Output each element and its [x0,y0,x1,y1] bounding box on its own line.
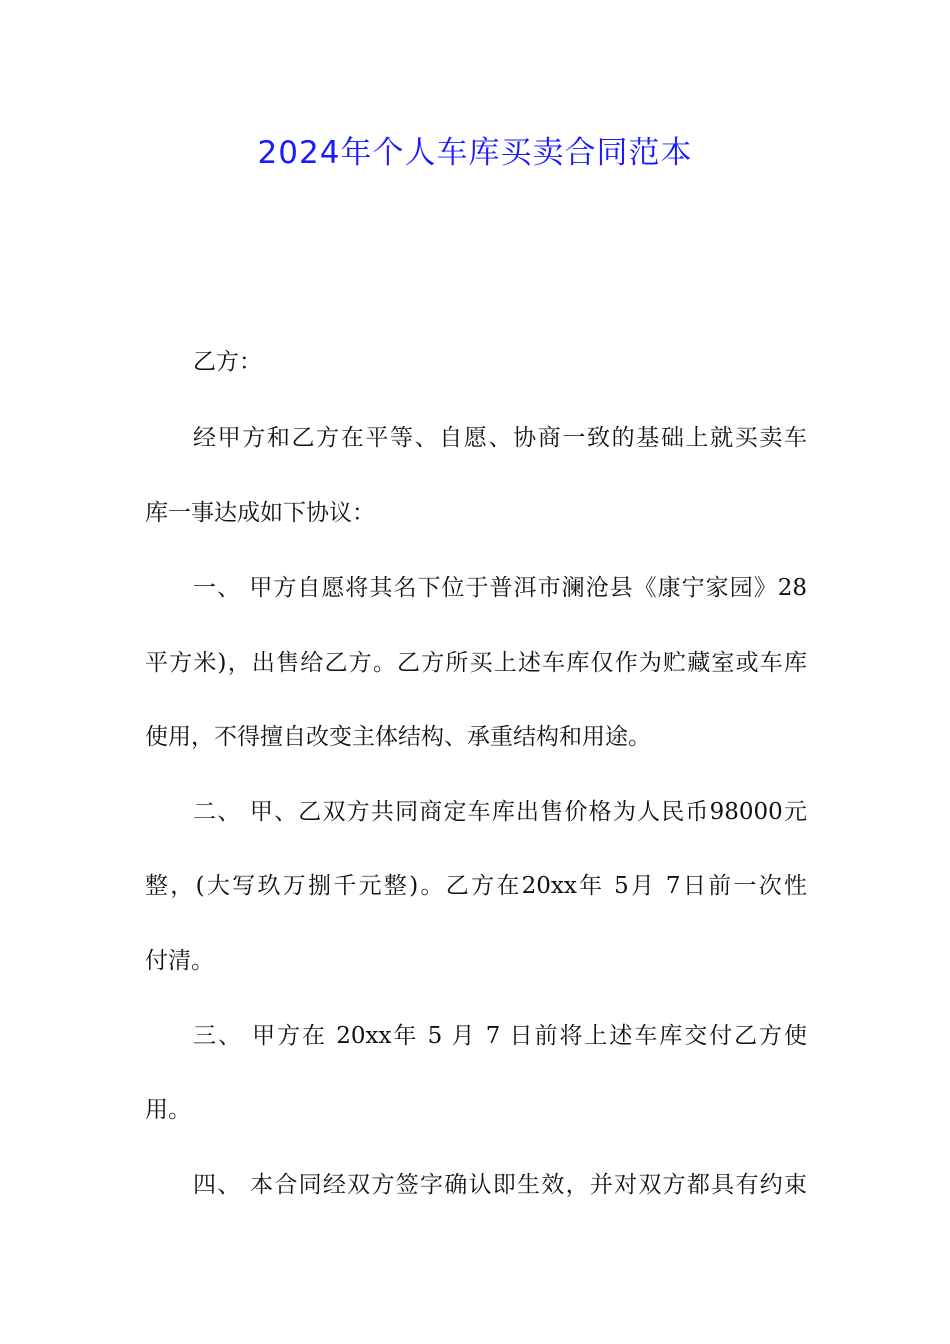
clause-2-line-3: 付清。 [145,948,214,974]
intro-line-1: 经甲方和乙方在平等、自愿、协商一致的基础上就买卖车 [193,425,807,451]
clause-1-line-1: 一、 甲方自愿将其名下位于普洱市澜沧县《康宁家园》28 [193,575,807,601]
clause-2-line-1: 二、 甲、乙双方共同商定车库出售价格为人民币98000元 [193,799,807,825]
clause-2-line-2: 整，(大写玖万捌千元整)。乙方在20xx年 5月 7日前一次性 [145,873,807,899]
clause-4-line-1: 四、 本合同经双方签字确认即生效，并对双方都具有约束 [193,1172,807,1198]
clause-3-line-2: 用。 [145,1097,191,1123]
intro-line-2: 库一事达成如下协议： [145,500,375,526]
clause-1-line-2: 平方米)，出售给乙方。乙方所买上述车库仅作为贮藏室或车库 [145,650,807,676]
clause-1-line-3: 使用，不得擅自改变主体结构、承重结构和用途。 [145,724,651,750]
party-b-label: 乙方： [193,349,262,375]
clause-3-line-1: 三、 甲方在 20xx年 5 月 7 日前将上述车库交付乙方使 [193,1023,807,1049]
document-title: 2024年个人车库买卖合同范本 [257,135,693,171]
